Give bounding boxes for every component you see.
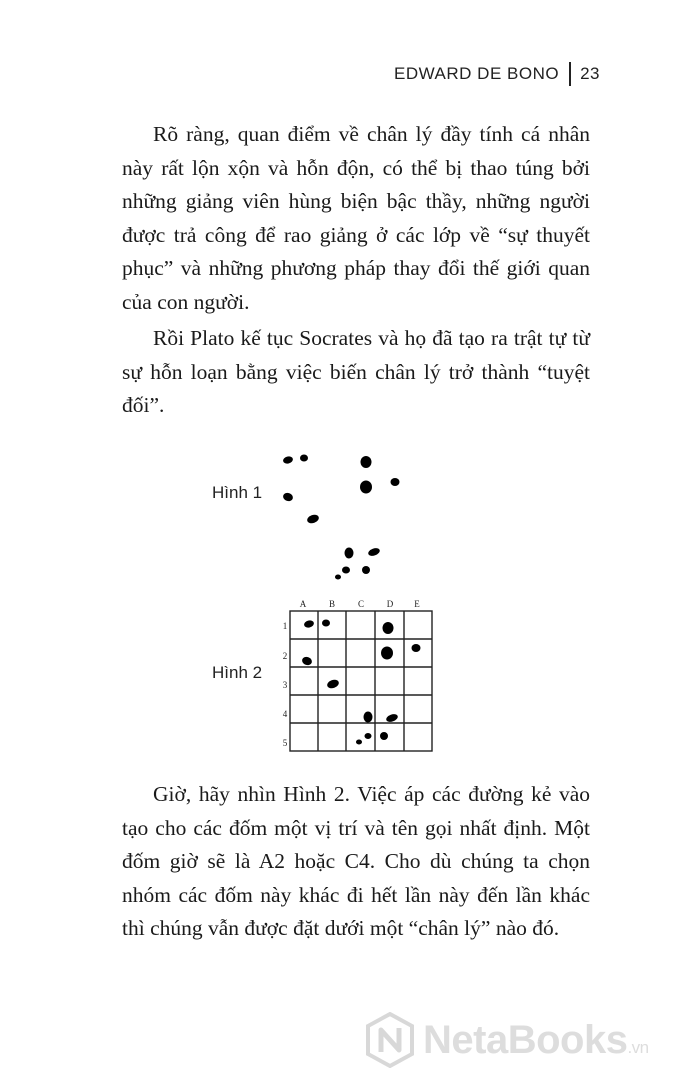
netabooks-watermark [365,1005,685,1075]
blot [300,455,308,462]
figure-1-blots [270,445,430,595]
grid-row-label: 2 [282,651,288,661]
grid-col-label: C [357,599,365,609]
blot [306,513,320,525]
blot [342,567,350,574]
grid-col-label: D [386,599,394,609]
figure-2-label: Hình 2 [212,663,263,682]
blot [391,478,400,486]
author-name: EDWARD DE BONO [394,64,560,83]
blot [356,740,362,745]
blot [380,732,388,740]
netabooks-logo-icon [365,1012,415,1068]
blot [282,492,294,503]
brand-suffix: .vn [627,1037,649,1057]
blot [364,712,373,723]
grid-lines [290,611,432,751]
blot [362,566,370,574]
blot [360,481,372,494]
figure-2-grid [280,596,440,756]
blot [383,622,394,634]
blot [365,733,372,739]
header-divider [569,62,571,86]
grid-col-label: B [328,599,336,609]
blot [345,548,354,559]
blot [361,456,372,468]
brand-name: NetaBooks [423,1017,628,1062]
blot [301,656,313,667]
grid-col-label: A [299,599,307,609]
blot [367,547,381,558]
paragraph-2: Rồi Plato kế tục Socrates và họ đã tạo ra trật tự từ sự hỗn loạn bằng việc biến chân lý trở thành “tuyệt đối”. [122,326,590,417]
grid-row-label: 4 [282,709,288,719]
blot [303,619,314,628]
paragraph-3: Giờ, hãy nhìn Hình 2. Việc áp các đường kẻ vào tạo cho các đốm một vị trí và tên gọi nhất định. Một đốm giờ sẽ là A2 hoặc C4. Cho dù chúng ta chọn nhóm các đốm này khác đi hết lần này đến lần khác thì chúng vẫn được đặt dưới một “chân lý” nào đó. [122,782,590,940]
running-header [394,62,600,86]
netabooks-logo-text [423,1018,649,1063]
blot [381,647,393,660]
grid-col-label: E [414,599,420,609]
blot [335,575,341,580]
blot [282,455,293,464]
page-number: 23 [580,64,600,83]
grid-row-label: 1 [282,621,288,631]
grid-row-label: 5 [282,738,288,748]
figure-1-label: Hình 1 [212,483,263,502]
blot [326,678,340,690]
blot [412,644,421,652]
blot [385,713,399,724]
blot [322,620,330,627]
grid-row-label: 3 [282,680,288,690]
paragraph-1: Rõ ràng, quan điểm về chân lý đầy tính cá nhân này rất lộn xộn và hỗn độn, có thể bị thao túng bởi những giảng viên hùng biện bậc thầy, những người được trả công để rao giảng ở các lớp về “sự thuyết phục” và những phương pháp thay đổi thế giới quan của con người. [122,122,590,314]
